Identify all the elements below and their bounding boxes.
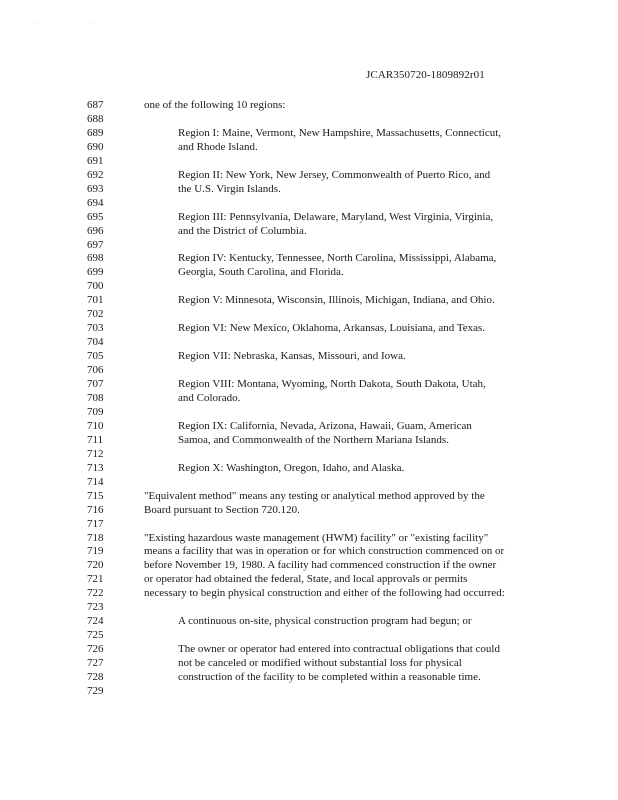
line-text: A continuous on-site, physical construction program had begun; or: [178, 615, 472, 628]
line-text: Region I: Maine, Vermont, New Hampshire, Massachusetts, Connecticut,: [178, 126, 502, 139]
line-text: and Colorado.: [178, 391, 241, 404]
line-number: 714: [87, 475, 104, 488]
line-number: 715: [87, 489, 104, 502]
line-number: 703: [87, 322, 104, 335]
line-text: Samoa, and Commonwealth of the Northern Mariana Islands.: [178, 433, 449, 446]
line-number: 690: [87, 140, 104, 153]
line-text: and the District of Columbia.: [178, 224, 307, 237]
line-number: 692: [87, 168, 104, 181]
line-text: Region II: New York, New Jersey, Commonwealth of Puerto Rico, and: [178, 168, 491, 181]
line-text: means a facility that was in operation or for which construction commenced on or: [144, 545, 505, 558]
scan-specks: ' ': [34, 22, 122, 28]
line-number: 689: [87, 126, 104, 139]
line-text: one of the following 10 regions:: [144, 99, 286, 111]
line-number: 723: [87, 601, 104, 614]
line-number: 725: [87, 629, 104, 642]
line-number: 694: [87, 196, 104, 209]
line-number: 706: [87, 364, 104, 377]
line-text: The owner or operator had entered into contractual obligations that could: [178, 643, 500, 655]
line-number: 702: [87, 308, 104, 321]
line-number: 697: [87, 238, 104, 251]
line-text: Region X: Washington, Oregon, Idaho, and Alaska.: [178, 461, 405, 474]
line-number: 698: [87, 252, 104, 265]
line-number: 729: [87, 684, 104, 697]
line-text: Region IV: Kentucky, Tennessee, North Carolina, Mississippi, Alabama,: [178, 252, 497, 265]
line-number: 704: [87, 336, 104, 349]
line-number: 696: [87, 224, 104, 237]
line-number: 695: [87, 210, 104, 223]
line-number: 705: [87, 350, 104, 363]
line-text: and Rhode Island.: [178, 140, 258, 153]
line-number: 718: [87, 531, 104, 544]
line-number: 726: [87, 643, 104, 655]
line-text: Region III: Pennsylvania, Delaware, Maryland, West Virginia, Virginia,: [178, 210, 494, 223]
line-number: 712: [87, 447, 104, 460]
line-number: 688: [87, 113, 104, 125]
line-text: Georgia, South Carolina, and Florida.: [178, 266, 344, 279]
line-text: Region V: Minnesota, Wisconsin, Illinois, Michigan, Indiana, and Ohio.: [178, 294, 495, 307]
line-number: 700: [87, 280, 104, 293]
line-number: 728: [87, 670, 104, 683]
line-text: Region IX: California, Nevada, Arizona, Hawaii, Guam, American: [178, 419, 472, 432]
line-text: Region VIII: Montana, Wyoming, North Dakota, South Dakota, Utah,: [178, 378, 486, 390]
line-text: not be canceled or modified without substantial loss for physical: [178, 657, 462, 669]
line-number: 720: [87, 559, 104, 572]
line-number: 699: [87, 266, 104, 279]
line-number: 722: [87, 587, 104, 600]
line-number: 717: [87, 517, 104, 530]
line-text: before November 19, 1980. A facility had commenced construction if the owner: [144, 559, 497, 572]
line-text: Region VII: Nebraska, Kansas, Missouri, and Iowa.: [178, 350, 406, 363]
line-number: 711: [87, 433, 104, 446]
line-text: construction of the facility to be completed within a reasonable time.: [178, 670, 481, 683]
line-number: 687: [87, 99, 104, 111]
line-text: Region VI: New Mexico, Oklahoma, Arkansas, Louisiana, and Texas.: [178, 322, 486, 335]
line-number: 724: [87, 615, 104, 628]
line-number: 727: [87, 657, 104, 669]
line-text: necessary to begin physical construction and either of the following had occurred:: [144, 587, 505, 600]
line-number: 691: [87, 154, 104, 167]
line-number: 707: [87, 378, 104, 390]
line-text: "Existing hazardous waste management (HWM) facility" or "existing facility": [144, 531, 489, 544]
line-number: 719: [87, 545, 104, 558]
line-text: Board pursuant to Section 720.120.: [144, 503, 300, 516]
line-number: 693: [87, 182, 104, 195]
line-number: 701: [87, 294, 104, 307]
line-number: 709: [87, 405, 104, 418]
line-number: 713: [87, 461, 104, 474]
line-text: "Equivalent method" means any testing or analytical method approved by the: [144, 489, 485, 502]
line-text: the U.S. Virgin Islands.: [178, 182, 281, 195]
document-id: JCAR350720-1809892r01: [366, 69, 485, 81]
line-number: 708: [87, 391, 104, 404]
line-number: 721: [87, 573, 104, 586]
line-number: 710: [87, 419, 104, 432]
line-number: 716: [87, 503, 104, 516]
line-text: or operator had obtained the federal, State, and local approvals or permits: [144, 573, 468, 586]
